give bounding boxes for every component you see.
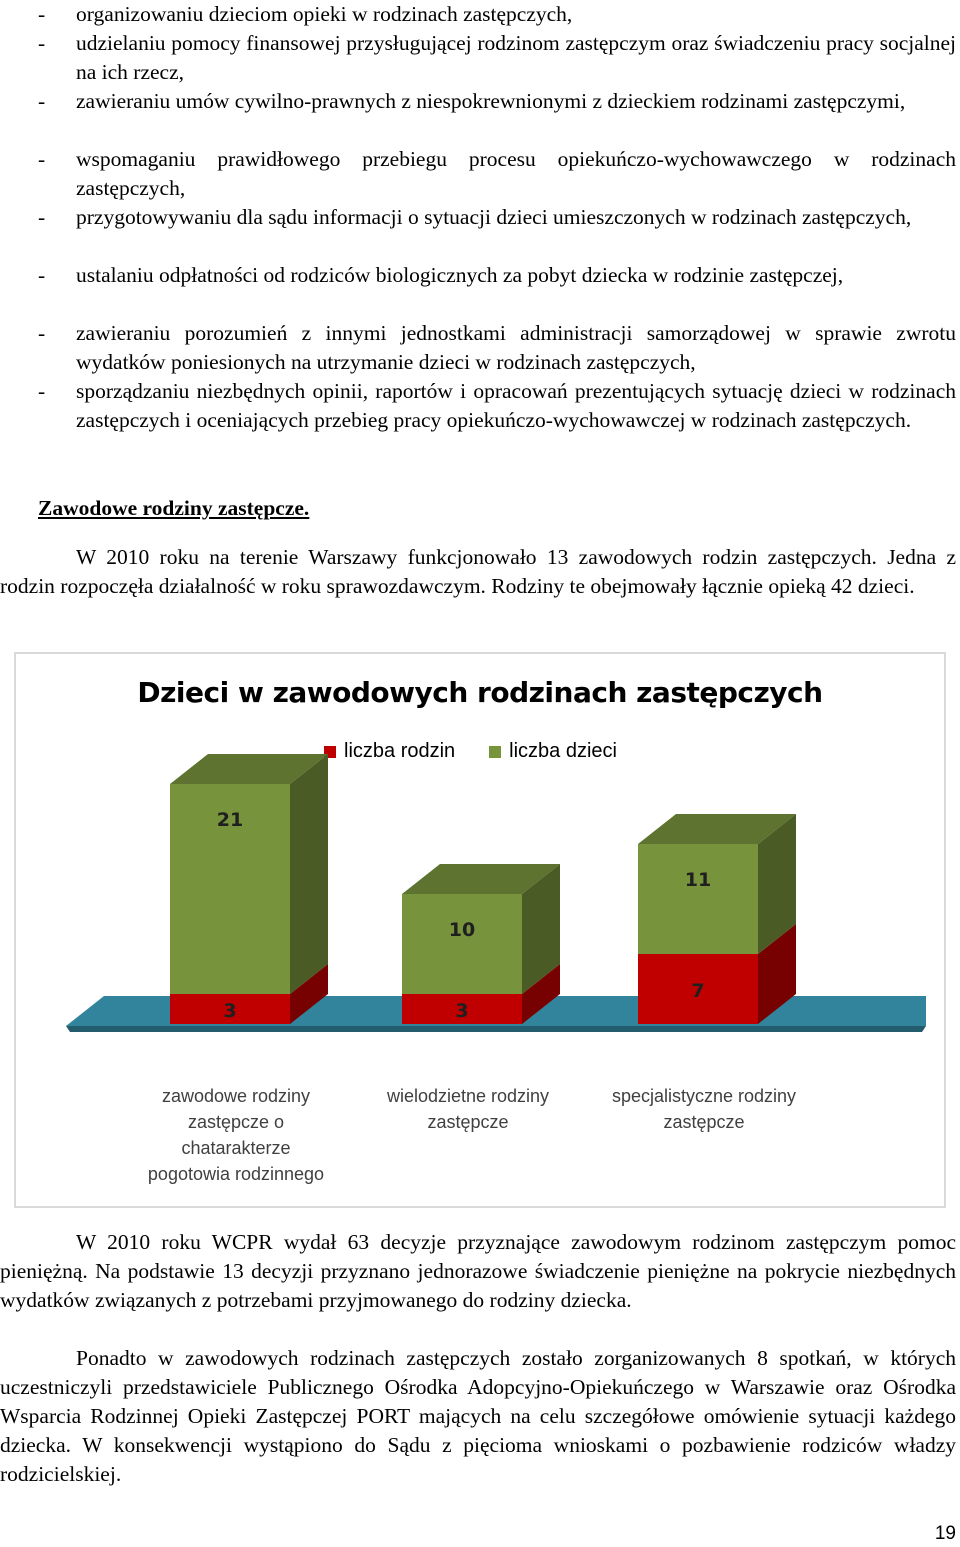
data-label: 10 [448,919,476,941]
data-label: 11 [684,869,712,891]
category-label: chatarakterze [181,1138,291,1158]
legend-label: liczba rodzin [344,740,456,762]
paragraph: W 2010 roku WCPR wydał 63 decyzje przyznające zawodowym rodzinom zastępczym pomoc pieniężną. Na podstawie 13 decyzji przyznano jednorazowe świadczenie pieniężne na pokrycie niezbędnych wydatków związanych z potrzebami przyjmowanego do rodziny dziecka. [0,1230,956,1312]
list-text: przygotowywaniu dla sądu informacji o sytuacji dzieci umieszczonych w rodzinach zastępczych, [76,205,912,229]
chart-title: Dzieci w zawodowych rodzinach zastępczych [137,676,823,709]
list-text: sporządzaniu niezbędnych opinii, raportów i opracowań prezentujących sytuację dzieci w rodzinach zastępczych i oceniających przebieg pracy opiekuńczo-wychowawczej w rodzinach zastępczych. [76,379,956,432]
list-dash: - [38,89,46,113]
category-label: wielodzietne rodziny [386,1086,550,1106]
category-label: zastępcze o [187,1112,285,1132]
category-label: zastępcze [663,1112,745,1132]
list-dash: - [38,379,46,403]
list-text: zawieraniu porozumień z innymi jednostkami administracji samorządowej w sprawie zwrotu wydatków poniesionych na utrzymanie dzieci w rodzinach zastępczych, [76,321,956,374]
data-label: 3 [223,1000,237,1022]
category-label: zastępcze [427,1112,509,1132]
paragraph: Ponadto w zawodowych rodzinach zastępczych zostało zorganizowanych 8 spotkań, w których uczestniczyli przedstawiciele Publicznego Ośrodka Adopcyjno-Opiekuńczego w Warszawie oraz Ośrodka Wsparcia Rodzinnej Opieki Zastępczej PORT mających na celu szczegółowe omówienie sytuacji każdego dziecka. W konsekwencji wystąpiono do Sądu z pięcioma wnioskami o pozbawienie rodziców władzy rodzicielskiej. [0,1346,956,1486]
data-label: 21 [216,809,244,831]
list-text: wspomaganiu prawidłowego przebiegu procesu opiekuńczo-wychowawczego w rodzinach zastępczych, [76,147,956,200]
list-dash: - [38,205,46,229]
category-label: zawodowe rodziny [161,1086,311,1106]
paragraph: W 2010 roku na terenie Warszawy funkcjonowało 13 zawodowych rodzin zastępczych. Jedna z rodzin rozpoczęła działalność w roku sprawozdawczym. Rodziny te obejmowały łącznie opieką 42 dzieci. [0,545,956,598]
section-heading: Zawodowe rodziny zastępcze. [38,496,310,520]
list-dash: - [38,31,46,55]
list-text: ustalaniu odpłatności od rodziców biologicznych za pobyt dziecka w rodzinie zastępczej, [76,263,844,287]
list-dash: - [38,321,46,345]
category-label: pogotowia rodzinnego [147,1164,325,1184]
chart-floor-edge [66,1026,926,1032]
list-text: zawieraniu umów cywilno-prawnych z niespokrewnionymi z dzieckiem rodzinami zastępczymi, [76,89,906,113]
category-label: specjalistyczne rodziny [611,1086,797,1106]
list-text: organizowaniu dzieciom opieki w rodzinach zastępczych, [76,2,573,26]
legend-label: liczba dzieci [509,740,617,762]
page-number: 19 [934,1523,956,1544]
chart [14,652,946,1208]
bar-side [290,754,328,994]
data-label: 3 [455,1000,469,1022]
list-dash: - [38,147,46,171]
list-dash: - [38,263,46,287]
list-dash: - [38,2,46,26]
bar-front [638,844,758,954]
data-label: 7 [691,980,705,1002]
chart-plot [16,654,944,1206]
list-text: udzielaniu pomocy finansowej przysługującej rodzinom zastępczym oraz świadczeniu pracy socjalnej na ich rzecz, [76,31,956,84]
bar-front [402,894,522,994]
